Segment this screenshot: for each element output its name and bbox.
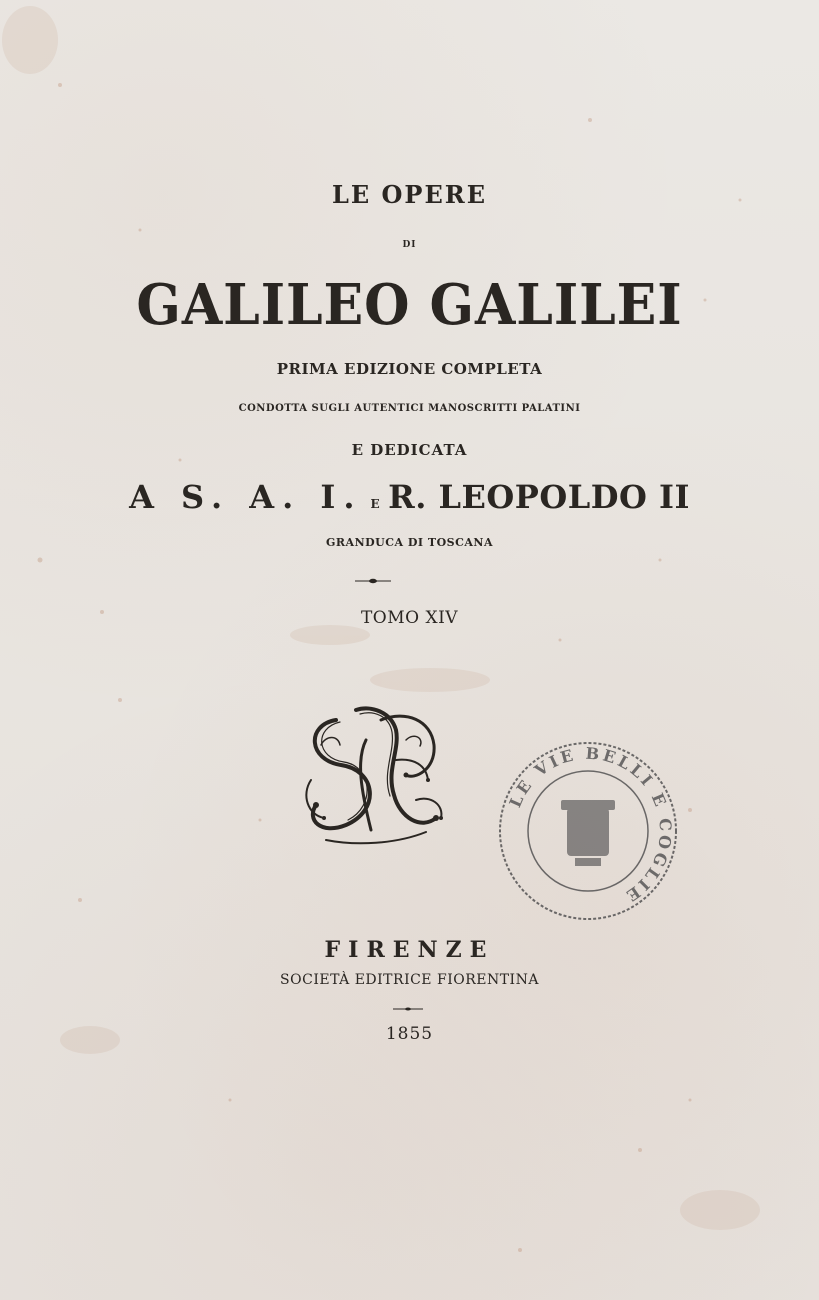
dedicatee-name: R. LEOPOLDO II xyxy=(388,478,690,516)
library-stamp-icon xyxy=(495,738,681,924)
heading-le-opere: LE OPERE xyxy=(331,180,487,209)
publisher-name: SOCIETÀ EDITRICE FIORENTINA xyxy=(280,972,539,988)
stamp-text: LE VIE BELLI E COGLIE xyxy=(505,743,676,907)
dedication-intro: E DEDICATA xyxy=(351,441,468,459)
dedicatee-title: GRANDUCA DI TOSCANA xyxy=(326,536,493,549)
volume-number: TOMO XIV xyxy=(360,608,459,628)
publisher-monogram-icon xyxy=(296,700,448,850)
dedicatee-prefix: A S. A. I. xyxy=(129,478,363,516)
ornamental-rule-icon xyxy=(355,578,391,584)
publication-year: 1855 xyxy=(385,1024,434,1044)
edition-line: PRIMA EDIZIONE COMPLETA xyxy=(276,360,543,378)
author-name: GALILEO GALILEI xyxy=(136,272,683,338)
manuscripts-note: CONDOTTA SUGLI AUTENTICI MANOSCRITTI PALATINI xyxy=(238,403,581,414)
heading-di: DI xyxy=(402,240,417,250)
short-rule-icon xyxy=(393,1007,423,1011)
dedicatee-line xyxy=(0,478,819,516)
publication-city: FIRENZE xyxy=(324,937,495,963)
dedicatee-conjunction: E xyxy=(370,497,381,511)
